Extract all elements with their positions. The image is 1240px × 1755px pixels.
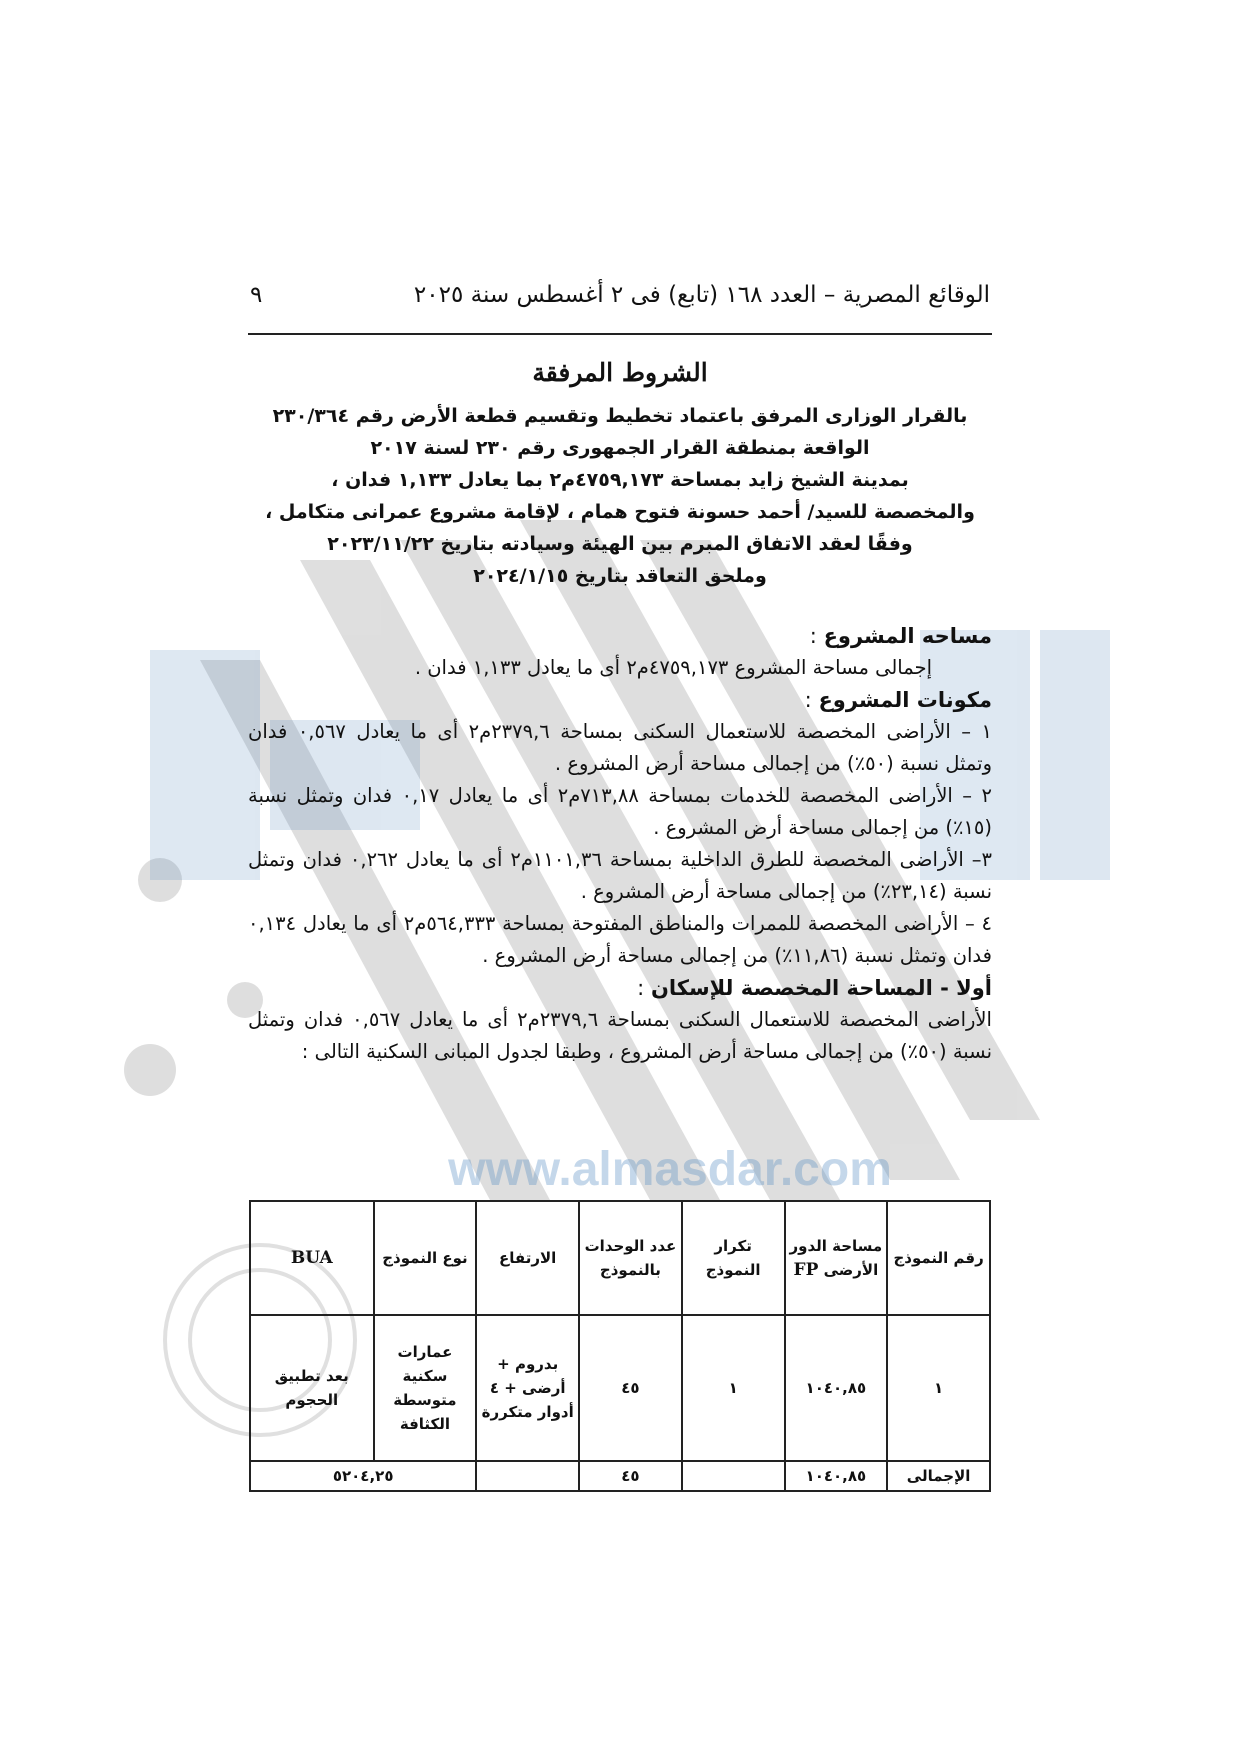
header-units-count: عدد الوحدات بالنموذج [579, 1201, 682, 1315]
components-heading: مكونات المشروع [818, 688, 992, 712]
total-bua: ٥٢٠٤,٢٥ [250, 1461, 476, 1491]
component-item: ٢ – الأراضى المخصصة للخدمات بمساحة ٧١٣,٨٨م٢ أى ما يعادل ٠,١٧ فدان وتمثل نسبة (١٥٪) من إجمالى مساحة أرض المشروع . [248, 784, 992, 839]
header-height: الارتفاع [476, 1201, 579, 1315]
subtitle-line: بالقرار الوزارى المرفق باعتماد تخطيط وتقسيم قطعة الأرض رقم ٢٣٠/٣٦٤ [272, 405, 968, 427]
total-repetition [682, 1461, 785, 1491]
component-item: ٤ – الأراضى المخصصة للممرات والمناطق المفتوحة بمساحة ٥٦٤,٣٣٣م٢ أى ما يعادل ٠,١٣٤ فدان وتمثل نسبة (١١,٨٦٪) من إجمالى مساحة أرض المشروع . [248, 912, 992, 967]
table-total-row [250, 1461, 990, 1491]
header-model-type: نوع النموذج [374, 1201, 477, 1315]
header-ground-area: مساحة الدور الأرضى FP [785, 1201, 888, 1315]
decree-subtitle [248, 400, 992, 592]
cell-repetition: ١ [682, 1315, 785, 1461]
total-height [476, 1461, 579, 1491]
cell-bua: بعد تطبيق الحجوم [250, 1315, 374, 1461]
subtitle-line: وملحق التعاقد بتاريخ ٢٠٢٤/١/١٥ [473, 565, 767, 587]
page-header [250, 282, 990, 308]
project-area-section: مساحه المشروع : إجمالى مساحة المشروع ٤٧٥٩,١٧٣م٢ أى ما يعادل ١,١٣٣ فدان . مكونات المشروع : ١ – الأراضى المخصصة للاستعمال السكنى بمساحة ٢٣٧٩,٦م٢ أى ما يعادل ٠,٥٦٧ فدان وتمثل نسبة (٥٠٪) من إجمالى مساحة أرض المشروع . ٢ – الأراضى المخصصة للخدمات بمساحة ٧١٣,٨٨م٢ أى ما يعادل ٠,١٧ فدان وتمثل نسبة (١٥٪) من إجمالى مساحة أرض المشروع . ٣– الأراضى المخصصة للطرق الداخلية بمساحة ١١٠١,٣٦م٢ أى ما يعادل ٠,٢٦٢ فدان وتمثل نسبة (٢٣,١٤٪) من إجمالى مساحة أرض المشروع . ٤ – الأراضى المخصصة للممرات والمناطق المفتوحة بمساحة ٥٦٤,٣٣٣م٢ أى ما يعادل ٠,١٣٤ فدان وتمثل نسبة (١١,٨٦٪) من إجمالى مساحة أرض المشروع . أولا - المساحة المخصصة للإسكان : الأراضى المخصصة للاستعمال السكنى بمساحة ٢٣٧٩,٦م٢ أى ما يعادل ٠,٥٦٧ فدان وتمثل نسبة (٥٠٪) من إجمالى مساحة أرض المشروع ، وطبقا لجدول المبانى السكنية التالى : [248, 620, 992, 1068]
project-area-heading: مساحه المشروع [823, 624, 992, 648]
watermark-url: www.almasdar.com [448, 1143, 892, 1196]
subtitle-line: بمدينة الشيخ زايد بمساحة ٤٧٥٩,١٧٣م٢ بما يعادل ١,١٣٣ فدان ، [331, 469, 909, 491]
component-item: ١ – الأراضى المخصصة للاستعمال السكنى بمساحة ٢٣٧٩,٦م٢ أى ما يعادل ٠,٥٦٧ فدان وتمثل نسبة (٥٠٪) من إجمالى مساحة أرض المشروع . [248, 720, 992, 775]
subtitle-line: الواقعة بمنطقة القرار الجمهورى رقم ٢٣٠ لسنة ٢٠١٧ [370, 437, 870, 459]
project-area-text: إجمالى مساحة المشروع ٤٧٥٩,١٧٣م٢ أى ما يعادل ١,١٣٣ فدان . [414, 656, 932, 679]
residential-buildings-table [249, 1200, 991, 1492]
total-label: الإجمالى [887, 1461, 990, 1491]
component-item: ٣– الأراضى المخصصة للطرق الداخلية بمساحة ١١٠١,٣٦م٢ أى ما يعادل ٠,٢٦٢ فدان وتمثل نسبة (٢٣,١٤٪) من إجمالى مساحة أرض المشروع . [248, 848, 992, 903]
table-header-row [250, 1201, 990, 1315]
cell-ground-area: ١٠٤٠,٨٥ [785, 1315, 888, 1461]
header-model-no: رقم النموذج [887, 1201, 990, 1315]
housing-text: الأراضى المخصصة للاستعمال السكنى بمساحة ٢٣٧٩,٦م٢ أى ما يعادل ٠,٥٦٧ فدان وتمثل نسبة (٥٠٪) من إجمالى مساحة أرض المشروع ، وطبقا لجدول المبانى السكنية التالى : [248, 1008, 992, 1063]
subtitle-line: والمخصصة للسيد/ أحمد حسونة فتوح همام ، لإقامة مشروع عمرانى متكامل ، [265, 501, 975, 523]
cell-height: بدروم + أرضى + ٤ أدوار متكررة [476, 1315, 579, 1461]
document-title: الشروط المرفقة [532, 358, 708, 387]
subtitle-line: وفقًا لعقد الاتفاق المبرم بين الهيئة وسيادته بتاريخ ٢٠٢٣/١١/٢٢ [327, 533, 913, 555]
total-ground-area: ١٠٤٠,٨٥ [785, 1461, 888, 1491]
header-text: الوقائع المصرية – العدد ١٦٨ (تابع) فى ٢ أغسطس سنة ٢٠٢٥ [413, 282, 990, 308]
total-units-count: ٤٥ [579, 1461, 682, 1491]
header-bua: BUA [250, 1201, 374, 1315]
housing-heading: أولا - المساحة المخصصة للإسكان [650, 976, 992, 1000]
cell-model-no: ١ [887, 1315, 990, 1461]
table-row [250, 1315, 990, 1461]
cell-units-count: ٤٥ [579, 1315, 682, 1461]
header-divider [248, 333, 992, 335]
cell-model-type: عمارات سكنية متوسطة الكثافة [374, 1315, 477, 1461]
header-repetition: تكرار النموذج [682, 1201, 785, 1315]
page-number: ٩ [250, 282, 263, 308]
